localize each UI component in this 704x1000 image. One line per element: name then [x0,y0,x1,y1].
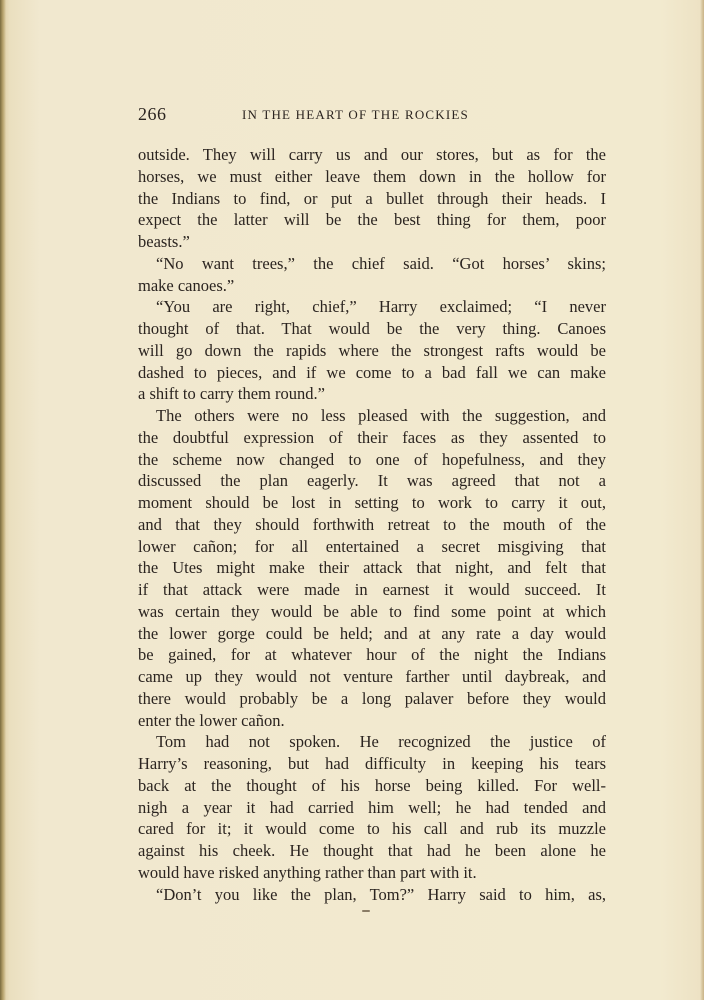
text-line: the scheme now changed to one of hopefulness, and they [138,449,606,469]
text-line: a shift to carry them round.” [138,384,325,404]
running-title: IN THE HEART OF THE ROCKIES [242,107,469,122]
page-edge [700,0,704,1000]
text-line: was certain they would be able to find some point at which [138,601,606,621]
text-line: make canoes.” [138,275,235,295]
text-line: “You are right, chief,” Harry exclaimed; “I never [156,297,606,317]
text-line: came up they would not venture farther until daybreak, and [138,667,606,686]
printer-mark [362,910,370,912]
text-line: thought of that. That would be the very thing. Canoes [138,319,606,338]
text-line: the lower gorge could be held; and at any rate a day would [138,623,606,643]
text-line: would have risked anything rather than part with it. [138,862,477,882]
text-line: if that attack were made in earnest it would succeed. It [138,580,606,599]
text-line: back at the thought of his horse being killed. For well- [138,775,606,795]
body-text [138,144,606,905]
text-line: beasts.” [138,232,190,251]
text-line: lower cañon; for all entertained a secret misgiving that [138,536,606,556]
running-head [138,104,606,128]
text-line: discussed the plan eagerly. It was agreed that not a [138,471,606,491]
text-line: The others were no less pleased with the suggestion, and [156,406,606,425]
binding-edge [0,0,6,1000]
text-line: “No want trees,” the chief said. “Got horses’ skins; [156,253,606,273]
text-line: the Utes might make their attack that night, and felt that [138,558,606,578]
text-line: dashed to pieces, and if we come to a bad fall we can make [138,362,606,382]
text-line: against his cheek. He thought that had he been alone he [138,841,606,860]
text-line: Harry’s reasoning, but had difficulty in keeping his tears [138,754,606,773]
page-number: 266 [138,104,167,124]
text-line: nigh a year it had carried him well; he had tended and [138,797,606,817]
text-line: the Indians to find, or put a bullet through their heads. I [138,188,606,208]
text-line: cared for it; it would come to his call and rub its muzzle [138,819,606,839]
text-line: the doubtful expression of their faces as they assented to [138,427,606,447]
text-line: and that they should forthwith retreat to the mouth of the [138,514,606,534]
text-line: outside. They will carry us and our stores, but as for the [138,145,606,164]
text-line: enter the lower cañon. [138,710,285,730]
text-line: will go down the rapids where the strongest rafts would be [138,340,606,360]
text-line: horses, we must either leave them down in the hollow for [138,166,606,186]
text-line: be gained, for at whatever hour of the night the Indians [138,645,606,665]
text-line: “Don’t you like the plan, Tom?” Harry said to him, as, [156,884,606,904]
text-line: expect the latter will be the best thing for them, poor [138,210,606,230]
text-line: moment should be lost in setting to work to carry it out, [138,493,606,512]
text-line: there would probably be a long palaver before they would [138,688,606,708]
text-line: Tom had not spoken. He recognized the justice of [156,732,606,752]
